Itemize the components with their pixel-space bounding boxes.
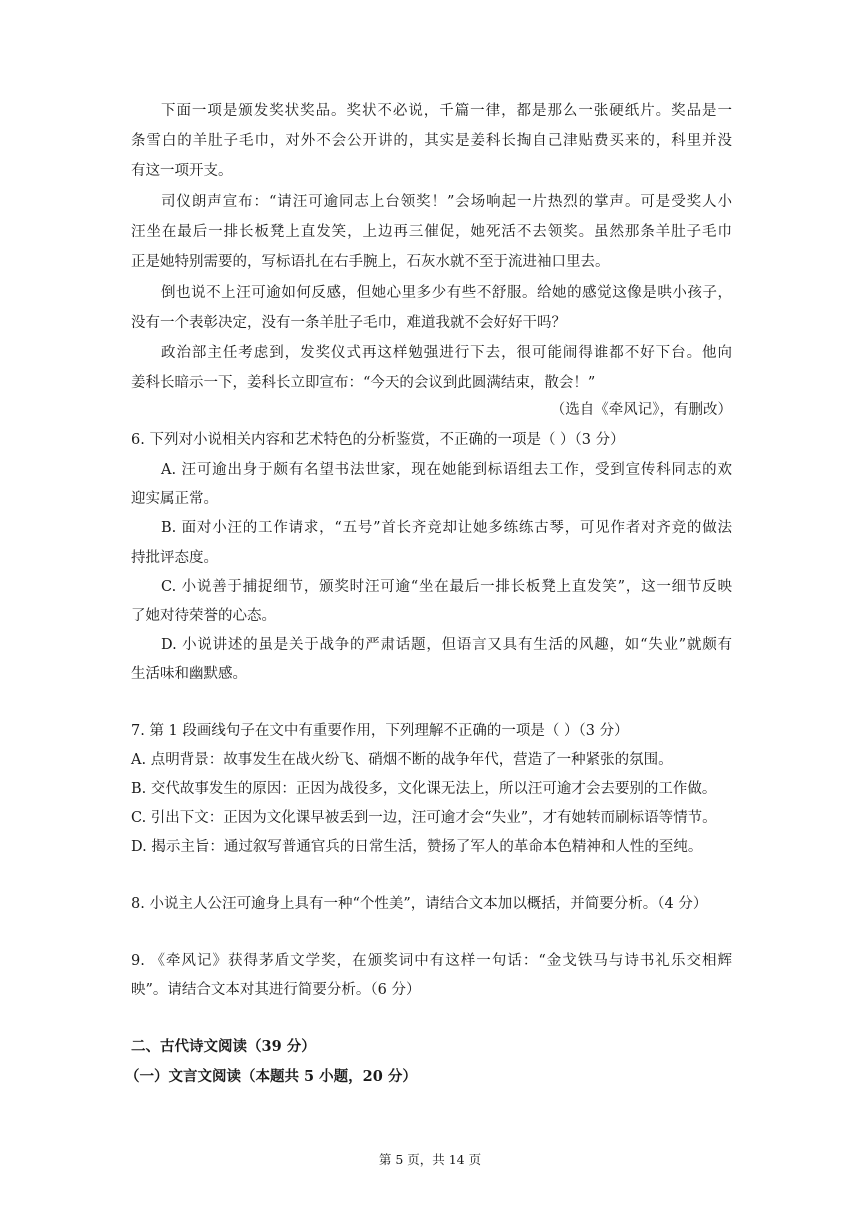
passage-line: 倒也说不上汪可逾如何反感，但她心里多少有些不舒服。给她的感觉这像是哄小孩子，	[161, 285, 732, 301]
section-title: 二、古代诗文阅读（39 分）	[131, 1038, 316, 1055]
passage-line: 有这一项开支。	[131, 163, 233, 179]
page-number-footer: 第 5 页，共 14 页	[378, 1152, 482, 1167]
question-6-option-b-cont: 持批评态度。	[131, 550, 218, 566]
question-7-option-b: B. 交代故事发生的原因：正因为战役多，文化课无法上，所以汪可逾才会去要别的工作做。	[131, 781, 717, 797]
question-8-stem: 8. 小说主人公汪可逾身上具有一种“个性美”，请结合文本加以概括，并简要分析。（4 分）	[131, 896, 708, 912]
question-7-stem: 7. 第 1 段画线句子在文中有重要作用，下列理解不正确的一项是（ ）（3 分）	[131, 723, 629, 739]
question-9-stem: 9. 《牵风记》获得茅盾文学奖，在颁奖词中有这样一句话：“金戈铁马与诗书礼乐交相辉	[131, 953, 732, 969]
question-7-option-a: A. 点明背景：故事发生在战火纷飞、硝烟不断的战争年代，营造了一种紧张的氛围。	[131, 752, 673, 768]
passage-line: 姜科长暗示一下，姜科长立即宣布：“今天的会议到此圆满结束，散会！”	[131, 375, 596, 391]
question-6-option-d: D. 小说讲述的虽是关于战争的严肃话题，但语言又具有生活的风趣，如“失业”就颇有	[161, 637, 732, 653]
question-6-option-c-cont: 了她对待荣誉的心态。	[131, 608, 276, 624]
passage-line: 汪坐在最后一排长板凳上直发笑，上边再三催促，她死活不去领奖。虽然那条羊肚子毛巾	[131, 224, 732, 240]
question-7-option-d: D. 揭示主旨：通过叙写普通官兵的日常生活，赞扬了军人的革命本色精神和人性的至纯。	[131, 839, 703, 855]
question-6-option-a: A. 汪可逾出身于颇有名望书法世家，现在她能到标语组去工作，受到宣传科同志的欢	[161, 462, 732, 478]
section-subtitle: （一）文言文阅读（本题共 5 小题，20 分）	[125, 1068, 417, 1085]
passage-line: 正是她特别需要的，写标语扎在右手腕上，石灰水就不至于流进袖口里去。	[131, 254, 610, 270]
question-6-option-d-cont: 生活味和幽默感。	[131, 666, 247, 682]
question-6-option-c: C. 小说善于捕捉细节，颁奖时汪可逾“坐在最后一排长板凳上直发笑”，这一细节反映	[161, 579, 732, 595]
passage-line: 没有一个表彰决定，没有一条羊肚子毛巾，难道我就不会好好干吗？	[131, 315, 566, 331]
question-7-option-c: C. 引出下文：正因为文化课早被丢到一边，汪可逾才会“失业”，才有她转而刷标语等情节。	[131, 810, 717, 826]
question-9-stem-cont: 映”。请结合文本对其进行简要分析。（6 分）	[131, 982, 421, 998]
passage-line: 政治部主任考虑到，发奖仪式再这样勉强进行下去，很可能闹得谁都不好下台。他向	[161, 345, 732, 361]
passage-line: 司仪朗声宣布：“请汪可逾同志上台领奖！”会场响起一片热烈的掌声。可是受奖人小	[161, 194, 732, 210]
passage-source: （选自《牵风记》，有删改）	[550, 402, 732, 418]
passage-line: 下面一项是颁发奖状奖品。奖状不必说，千篇一律，都是那么一张硬纸片。奖品是一	[161, 103, 732, 119]
question-6-stem: 6. 下列对小说相关内容和艺术特色的分析鉴赏，不正确的一项是（ ）（3 分）	[131, 432, 625, 448]
passage-line: 条雪白的羊肚子毛巾，对外不会公开讲的，其实是姜科长掏自己津贴费买来的，科里并没	[131, 133, 732, 149]
question-6-option-b: B. 面对小汪的工作请求，“五号”首长齐竞却让她多练练古琴，可见作者对齐竞的做法	[161, 520, 732, 536]
question-6-option-a-cont: 迎实属正常。	[131, 491, 218, 507]
